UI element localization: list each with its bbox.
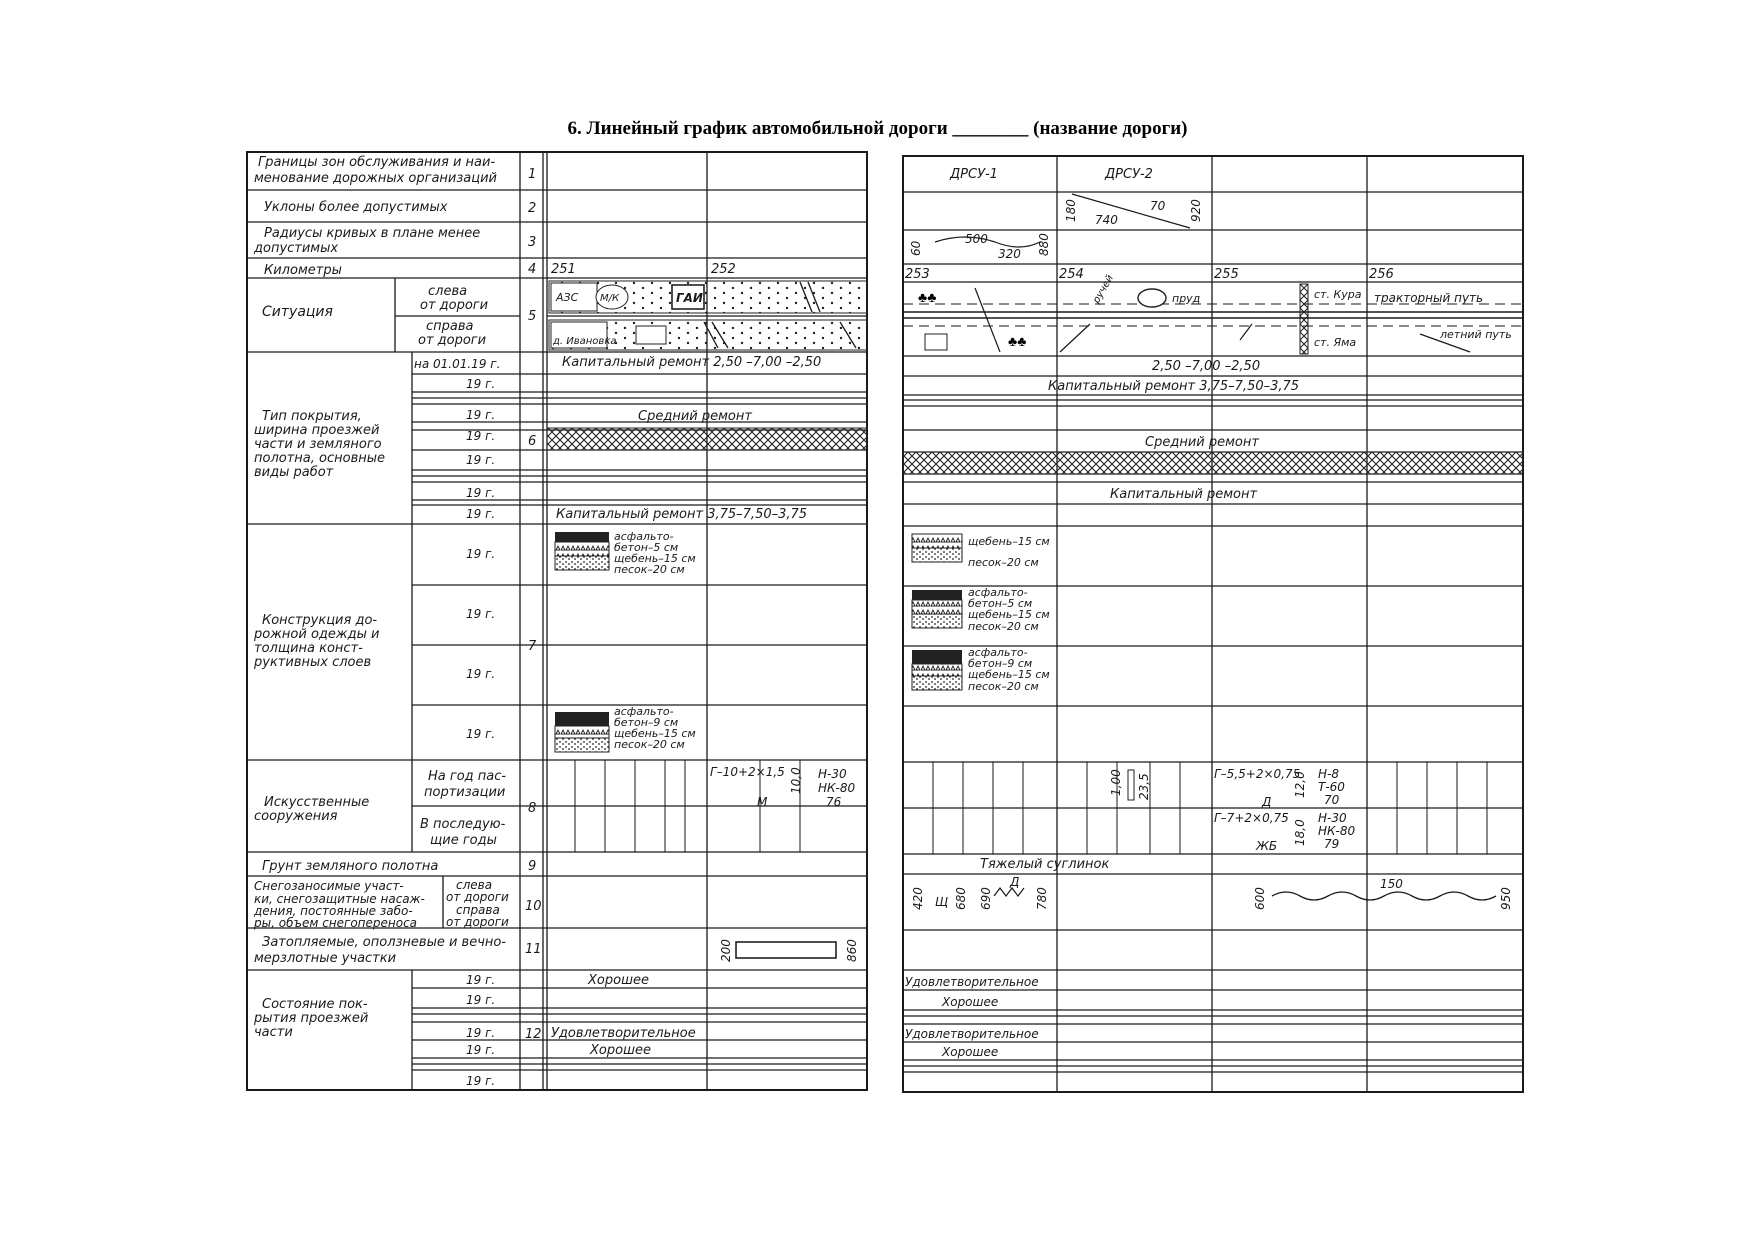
snow-b: 680 (954, 887, 968, 910)
row-6-label-1: Тип покрытия, (262, 409, 362, 424)
row-7-label-4: руктивных слоев (254, 655, 372, 670)
year-7-1: 19 г. (466, 547, 496, 561)
right-load2-1: Н-30 (1318, 811, 1347, 825)
year-6-1: на 01.01.19 г. (414, 357, 501, 371)
medium-repair-hatch-left (547, 428, 867, 450)
constr-right2-2: бетон–5 см (968, 597, 1033, 610)
right-len-2: 18,0 (1293, 819, 1307, 846)
year-7-2: 19 г. (466, 607, 496, 621)
right-bridge-1: Г–5,5+2×0,75 (1214, 767, 1301, 781)
constr-left1-1: асфальто- (614, 530, 674, 543)
snow-fence-wave (1272, 892, 1496, 900)
left-load-2: НК-80 (818, 781, 856, 795)
row-number-8: 8 (528, 801, 537, 816)
row-number-7: 7 (528, 639, 537, 654)
row-6-label-5: виды работ (254, 465, 334, 480)
pipe-diameter: 1,00 (1109, 769, 1123, 796)
constr-right2-3: щебень–15 см (968, 608, 1050, 621)
cond-right-sat2: Удовлетворительное (905, 1027, 1039, 1041)
zone-drsu-2: ДРСУ-2 (1105, 167, 1153, 182)
flood-start: 200 (719, 939, 733, 962)
cond-left-sat: Удовлетворительное (551, 1026, 696, 1041)
cond-right-good: Хорошее (942, 995, 999, 1009)
row-6-label-2: ширина проезжей (254, 423, 380, 438)
surface-right-cap: Капитальный ремонт 3,75–7,50–3,75 (1048, 379, 1300, 394)
snow-d: 780 (1035, 887, 1049, 910)
cap-repair-right: Капитальный ремонт (1110, 487, 1258, 502)
constr-left1-4: песок–20 см (614, 563, 685, 576)
row-6-label-3: части и земляного (254, 437, 382, 452)
summer-path-label-1: летний путь (1440, 328, 1512, 341)
row-number-5: 5 (528, 309, 537, 324)
km-253: 253 (905, 267, 930, 282)
km-254: 254 (1059, 267, 1084, 282)
slope-left: 180 (1064, 199, 1078, 222)
row-5-sub-2b: от дороги (418, 333, 487, 348)
row-4-label: Километры (264, 263, 342, 278)
slope-bottom: 740 (1095, 213, 1118, 227)
year-12-5: 19 г. (466, 1074, 496, 1088)
medium-repair-hatch-right (903, 452, 1523, 474)
constr-right2-1: асфальто- (968, 586, 1028, 599)
curve-start: 60 (909, 240, 923, 256)
right-load2-2: НК-80 (1318, 824, 1356, 838)
constr-right1-1: щебень–15 см (968, 535, 1050, 548)
left-bridge-length: 10,0 (789, 767, 803, 794)
row-number-11: 11 (525, 942, 542, 957)
constr-left2-4: песок–20 см (614, 738, 685, 751)
year-12-3: 19 г. (466, 1026, 496, 1040)
row-7-label-1: Конструкция до- (262, 613, 378, 628)
constr-left2-1: асфальто- (614, 705, 674, 718)
row-8-label-2: сооружения (254, 809, 338, 824)
row-10-label-3: дения, постоянные забо- (254, 904, 413, 918)
km-252: 252 (711, 262, 736, 277)
row-1-label-2: менование дорожных организаций (254, 171, 497, 186)
row-2-label: Уклоны более допустимых (264, 200, 448, 215)
constr-right1-2: песок–20 см (968, 556, 1039, 569)
row-number-2: 2 (528, 201, 537, 216)
pond-label: пруд (1172, 292, 1201, 305)
slope-right: 920 (1189, 199, 1203, 222)
surface-left-top: Капитальный ремонт 2,50 –7,00 –2,50 (562, 355, 822, 370)
row-labels (253, 155, 509, 1040)
row-number-12: 12 (525, 1027, 542, 1042)
row-number-10: 10 (525, 899, 542, 914)
snow-sch: Щ (935, 895, 949, 909)
cond-right-good2: Хорошее (942, 1045, 999, 1059)
pipe-length: 23,5 (1137, 773, 1151, 800)
row-number-3: 3 (528, 235, 537, 250)
row-7-label-3: толщина конст- (254, 641, 363, 656)
cond-left-good: Хорошее (588, 973, 649, 988)
village-label: д. Ивановка (553, 336, 617, 347)
row-3-label-2: допустимых (254, 241, 339, 256)
row-8-sub-1b: портизации (424, 785, 506, 800)
structures-right (1109, 767, 1356, 853)
year-6-2: 19 г. (466, 377, 496, 391)
pond-icon (1138, 289, 1166, 307)
constr-right3-3: щебень–15 см (968, 668, 1050, 681)
row-6-label-4: полотна, основные (254, 451, 385, 466)
trees-icon-2: ♣♣ (1008, 333, 1027, 349)
year-6-6: 19 г. (466, 486, 496, 500)
right-load2-3: 79 (1324, 837, 1340, 851)
constr-right3-1: асфальто- (968, 646, 1028, 659)
medium-repair-left: Средний ремонт (638, 409, 752, 424)
row-8-sub-1a: На год пас- (428, 769, 507, 784)
soil-type: Тяжелый суглинок (980, 857, 1110, 872)
row-12-label-3: части (254, 1025, 293, 1040)
row-8-sub-2b: щие годы (430, 833, 497, 848)
trees-icon-1: ♣♣ (918, 289, 937, 305)
row-10-label-2: ки, снегозащитные насаж- (254, 892, 425, 906)
cond-right-sat: Удовлетворительное (905, 975, 1039, 989)
snow-der: Д (1010, 875, 1020, 889)
row-10-sub-1a: слева (456, 878, 493, 892)
condition-left (551, 973, 696, 1058)
row-10-sub-2a: справа (456, 903, 500, 917)
row-numbers (525, 167, 542, 1042)
row-number-9: 9 (528, 859, 537, 874)
curve-end: 880 (1037, 233, 1051, 256)
surface-right-top: 2,50 –7,00 –2,50 (1152, 359, 1261, 374)
curve-r2: 320 (998, 247, 1021, 261)
constr-right3-4: песок–20 см (968, 680, 1039, 693)
tractor-path-label: тракторный путь (1374, 291, 1484, 305)
constr-left2-2: бетон–9 см (614, 716, 679, 729)
snow-c: 690 (979, 887, 993, 910)
house-icon (925, 334, 947, 350)
year-7-4: 19 г. (466, 727, 496, 741)
construction-left (555, 530, 696, 752)
row-1-label-1: Границы зон обслуживания и наи- (258, 155, 496, 170)
cond-left-good2: Хорошее (590, 1043, 651, 1058)
azs-label: АЗС (556, 291, 579, 304)
right-len-1: 12,0 (1293, 771, 1307, 798)
constr-right2-4: песок–20 см (968, 620, 1039, 633)
structures-left (710, 765, 856, 809)
gai-label: ГАИ (676, 291, 703, 305)
row-number-1: 1 (528, 167, 537, 182)
condition-right (905, 975, 1039, 1059)
constr-left1-3: щебень–15 см (614, 552, 696, 565)
constr-left1-2: бетон–5 см (614, 541, 679, 554)
constr-left2-3: щебень–15 см (614, 727, 696, 740)
left-bridge-m: М (757, 795, 768, 809)
right-load1-1: Н-8 (1318, 767, 1339, 781)
row-5-sub-2a: справа (426, 319, 474, 334)
right-d: Д (1262, 795, 1272, 809)
row-8-label-1: Искусственные (264, 795, 370, 810)
snow-e: 600 (1253, 887, 1267, 910)
row-3-label-1: Радиусы кривых в плане менее (264, 226, 481, 241)
right-load1-3: 70 (1324, 793, 1340, 807)
year-12-4: 19 г. (466, 1043, 496, 1057)
row-8-sub-2a: В последую- (420, 817, 506, 832)
km-251: 251 (551, 262, 576, 277)
year-12-1: 19 г. (466, 973, 496, 987)
medium-repair-right: Средний ремонт (1145, 435, 1259, 450)
st-kura-label: ст. Кура (1314, 288, 1362, 301)
page-title: 6. Линейный график автомобильной дороги ________ (название дороги) (567, 118, 1188, 139)
row-11-label-1: Затопляемые, оползневые и вечно- (262, 935, 507, 950)
row-12-label-1: Состояние пок- (262, 997, 368, 1012)
row-12-label-2: рытия проезжей (254, 1011, 369, 1026)
row-11-label-2: мерзлотные участки (254, 951, 397, 966)
row-5-sub-1b: от дороги (420, 298, 489, 313)
km-256: 256 (1369, 267, 1394, 282)
row-number-4: 4 (528, 262, 537, 277)
flood-left (719, 939, 859, 962)
row-10-label-1: Снегозаносимые участ- (254, 879, 404, 893)
snow-g: 950 (1499, 887, 1513, 910)
row-number-6: 6 (528, 434, 537, 449)
curve-r1: 500 (965, 232, 988, 246)
construction-right (912, 534, 1050, 693)
rail-crossing-icon (1300, 284, 1308, 354)
situation-right (903, 273, 1523, 354)
row-10-sub-1b: от дороги (446, 890, 509, 904)
row-7-label-2: рожной одежды и (254, 627, 380, 642)
snow-f: 150 (1380, 877, 1403, 891)
building-icon (636, 326, 666, 344)
right-bridge-2: Г–7+2×0,75 (1214, 811, 1289, 825)
st-yama-label: ст. Яма (1314, 336, 1357, 349)
mk-label: М/К (600, 293, 620, 304)
snow-a: 420 (911, 887, 925, 910)
flood-end: 860 (845, 939, 859, 962)
left-load-1: Н-30 (818, 767, 847, 781)
right-load1-2: Т-60 (1318, 780, 1345, 794)
left-load-3: 76 (826, 795, 842, 809)
slope-top: 70 (1150, 199, 1166, 213)
right-zhb: ЖБ (1256, 839, 1278, 853)
row-10-sub-2b: от дороги (446, 915, 509, 929)
year-12-2: 19 г. (466, 993, 496, 1007)
year-6-7: 19 г. (466, 507, 496, 521)
left-bridge-gabarit: Г–10+2×1,5 (710, 765, 785, 779)
zone-drsu-1: ДРСУ-1 (950, 167, 998, 182)
stream-label: ручей (1091, 273, 1117, 306)
year-7-3: 19 г. (466, 667, 496, 681)
km-255: 255 (1214, 267, 1239, 282)
year-6-5: 19 г. (466, 453, 496, 467)
snow-zigzag (994, 888, 1024, 896)
row-5-sub-1a: слева (428, 284, 468, 299)
constr-right3-2: бетон–9 см (968, 657, 1033, 670)
year-6-3: 19 г. (466, 408, 496, 422)
row-10-label-4: ры, объем снегопереноса (254, 916, 418, 930)
year-labels (414, 357, 500, 1088)
row-9-label: Грунт земляного полотна (262, 859, 439, 874)
row-5-label: Ситуация (262, 304, 333, 320)
year-6-4: 19 г. (466, 429, 496, 443)
surface-left-bottom: Капитальный ремонт 3,75–7,50–3,75 (556, 507, 808, 522)
